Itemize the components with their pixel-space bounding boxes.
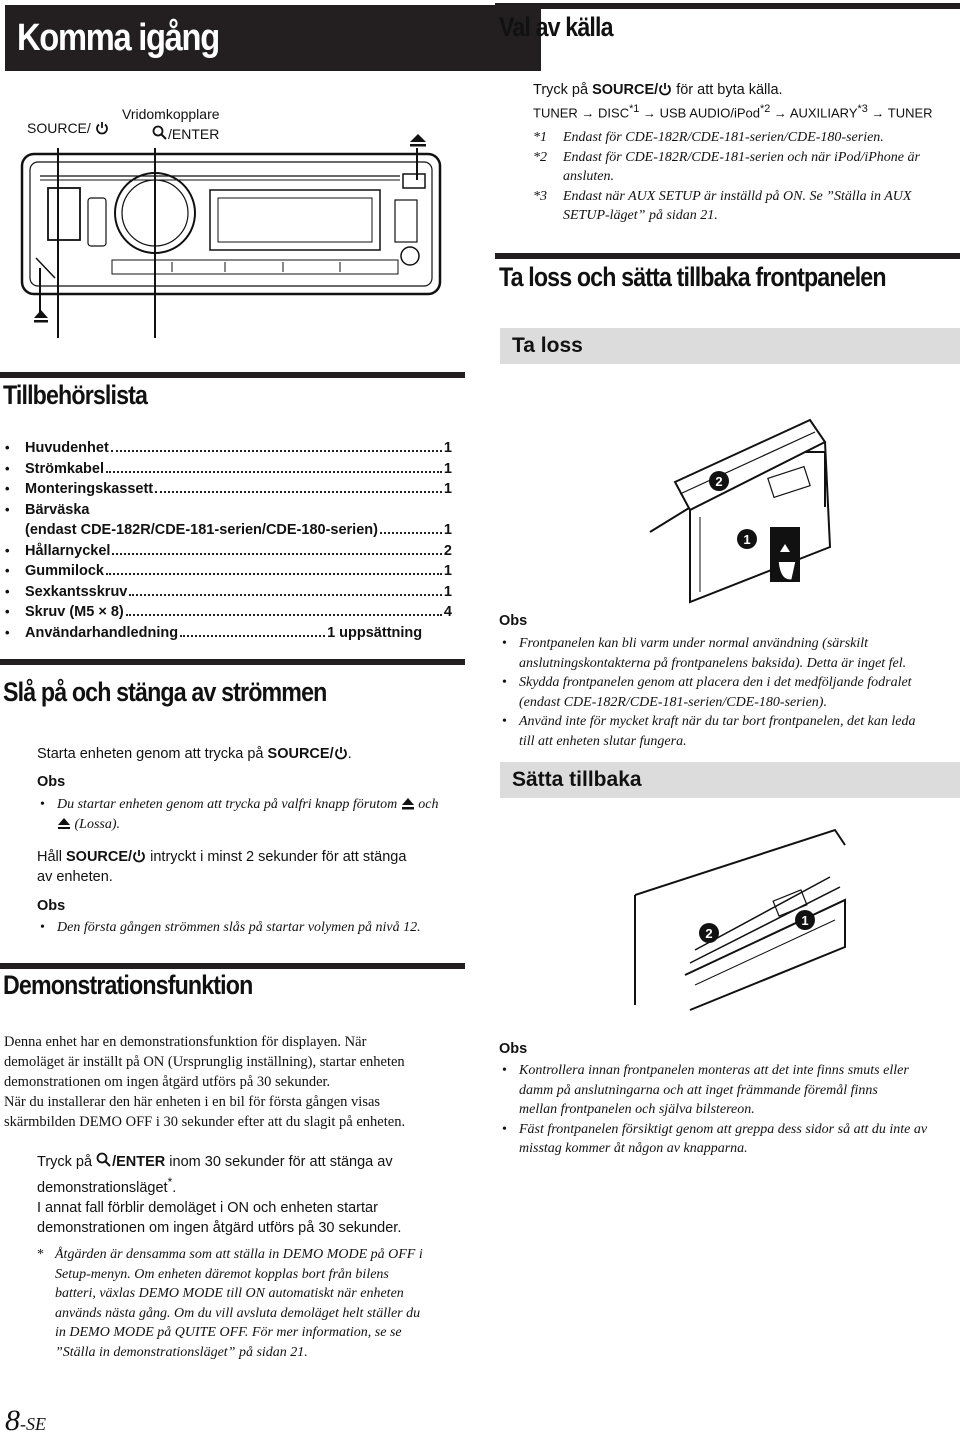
accessory-item: • Sexkantsskruv 1 bbox=[0, 582, 452, 603]
demo-instruction: Tryck på /ENTER inom 30 sekunder för att stänga av demonstrationsläget*. bbox=[37, 1154, 393, 1196]
accessories-list bbox=[0, 438, 452, 643]
footnote-line: används nästa gång. Om du vill avsluta demoläget helt ställer du bbox=[55, 1305, 421, 1321]
power-icon bbox=[658, 82, 672, 96]
accessory-item: • Huvudenhet 1 bbox=[0, 438, 452, 459]
footnote-line: Åtgärden är densamma som att ställa in DEMO MODE på OFF i bbox=[55, 1247, 423, 1262]
power-rule bbox=[0, 659, 465, 665]
obs-label-2: Obs bbox=[37, 898, 66, 914]
arrow-icon: → bbox=[871, 105, 885, 121]
footnote-line: in DEMO MODE på QUITE OFF. För mer information, se se bbox=[55, 1325, 402, 1340]
power-note-2: • Den första gången strömmen slås på startar volymen på nivå 12. bbox=[37, 918, 467, 938]
page-title: Komma igång bbox=[5, 5, 541, 71]
arrow-icon: → bbox=[581, 105, 595, 121]
source-notes: *1 Endast för CDE-182R/CDE-181-serien/CDE-180-serien. *2 Endast för CDE-182R/CDE-181-serien och när iPod/iPhone är ansluten. *3 Endast när AUX SETUP är inställd på ON. Se ”Ställa in AUX SETUP-läget” på sidan 21. bbox=[533, 130, 920, 223]
step-2-badge: 2 bbox=[715, 474, 723, 489]
source-heading: Val av källa bbox=[499, 12, 613, 42]
power-heading: Slå på och stänga av strömmen bbox=[3, 677, 327, 707]
panel-rule bbox=[495, 253, 960, 259]
attach-diagram bbox=[625, 815, 860, 1015]
power-off-instruction: Håll SOURCE/ intryckt i minst 2 sekunder för att stänga av enheten. bbox=[37, 849, 407, 885]
remove-band: Ta loss bbox=[500, 328, 960, 364]
accessory-item: • Hållarnyckel 2 bbox=[0, 541, 452, 562]
eject-icon bbox=[401, 797, 415, 810]
page-number: 8-SE bbox=[5, 1404, 46, 1437]
accessory-item-cont: (endast CDE-182R/CDE-181-serien/CDE-180-serien) 1 bbox=[25, 522, 452, 538]
accessory-item: • Skruv (M5 × 8) 4 bbox=[0, 602, 452, 623]
release-icon bbox=[57, 817, 71, 830]
remove-notes bbox=[499, 634, 960, 751]
power-instruction: Starta enheten genom att trycka på SOURCE/ . bbox=[37, 746, 352, 762]
demo-footnote: * Åtgärden är densamma som att ställa in DEMO MODE på OFF i Setup-menyn. Om enheten däremot kopplas bort från bilens batteri, växlas DEMO MODE till ON automatiskt när enheten används nästa gång. Om du vill avsluta demoläget helt ställer du in DEMO MODE på QUITE OFF. För mer information, se se ”Ställa in demonstrationsläget” på sidan 21. bbox=[37, 1245, 467, 1362]
note-item: • Fäst frontpanelen försiktigt genom att greppa dess sidor så att du inte av misstag kommer åt någon av knapparna. bbox=[499, 1120, 960, 1159]
accessories-heading: Tillbehörslista bbox=[3, 380, 148, 410]
note-item: • Använd inte för mycket kraft när du tar bort frontpanelen, det kan leda till att enheten slutar fungera. bbox=[499, 712, 960, 751]
source-rule bbox=[495, 3, 960, 9]
accessories-rule bbox=[0, 372, 465, 378]
arrow-icon: → bbox=[642, 105, 656, 121]
accessory-item: • Monteringskassett 1 bbox=[0, 479, 452, 500]
demo-after: I annat fall förblir demoläget i ON och enheten startar demonstrationen om ingen åtgärd utförs på 30 sekunder. bbox=[37, 1200, 402, 1236]
obs-label: Obs bbox=[37, 774, 66, 790]
power-icon bbox=[132, 849, 146, 863]
head-unit-diagram bbox=[0, 128, 480, 338]
power-note: • Du startar enheten genom att trycka på valfri knapp förutom och (Lossa). bbox=[37, 795, 467, 834]
power-icon bbox=[334, 746, 348, 760]
demo-rule bbox=[0, 963, 465, 969]
demo-paragraph: Denna enhet har en demonstrationsfunktion för displayen. När demoläget är inställt på ON (Ursprunglig inställning), startar enheten demonstrationen om ingen åtgärd utförs på 30 sekunder. När du installerar den här enheten i en bil för första gången visas skärmbilden DEMO OFF i 30 sekunder efter att du slagit på enheten. bbox=[4, 1034, 406, 1130]
step-1-badge: 1 bbox=[801, 913, 809, 928]
search-icon bbox=[96, 1152, 112, 1168]
accessory-item: • Bärväska bbox=[0, 500, 452, 521]
accessory-item: • Användarhandledning 1 uppsättning bbox=[0, 623, 452, 644]
demo-heading: Demonstrationsfunktion bbox=[3, 970, 253, 1000]
footnote-line: batteri, växlas DEMO MODE till ON automatiskt när enheten bbox=[55, 1286, 404, 1301]
accessory-item: • Strömkabel 1 bbox=[0, 459, 452, 480]
footnote-line: Setup-menyn. Om enheten däremot kopplas bort från bilens bbox=[55, 1266, 389, 1282]
obs-label-remove: Obs bbox=[499, 613, 528, 629]
obs-label-attach: Obs bbox=[499, 1041, 528, 1057]
step-2-badge: 2 bbox=[705, 926, 713, 941]
note-item: • Kontrollera innan frontpanelen monteras att det inte finns smuts eller damm på anslutningarna och att inget främmande föremål finns mellan frontpanelen och själva bilstereon. bbox=[499, 1061, 960, 1120]
attach-notes bbox=[499, 1061, 960, 1159]
remove-diagram bbox=[630, 412, 850, 612]
footnote-line: ”Ställa in demonstrationsläget” på sidan 21. bbox=[55, 1344, 308, 1360]
attach-band: Sätta tillbaka bbox=[500, 762, 960, 798]
note-item: • Frontpanelen kan bli varm under normal användning (särskilt anslutningskontakterna på frontpanelens baksida). Detta är inget fel. bbox=[499, 634, 960, 673]
source-instruction: Tryck på SOURCE/ för att byta källa. bbox=[533, 82, 783, 98]
source-sequence: TUNER → DISC$^{*1}$ → USB AUDIO/iPod$^{*2}$ → AUXILIARY$^{*3}$ → TUNER bbox=[533, 103, 933, 121]
accessory-item: • Gummilock 1 bbox=[0, 561, 452, 582]
step-1-badge: 1 bbox=[743, 532, 751, 547]
note-item: • Skydda frontpanelen genom att placera den i det medföljande fodralet (endast CDE-182R/CDE-181-serien/CDE-180-serien). bbox=[499, 673, 960, 712]
panel-heading: Ta loss och sätta tillbaka frontpanelen bbox=[499, 262, 886, 292]
source-label: SOURCE/ bbox=[27, 120, 109, 136]
rotary-label: Vridomkopplare /ENTER bbox=[122, 106, 220, 142]
arrow-icon: → bbox=[773, 105, 787, 121]
